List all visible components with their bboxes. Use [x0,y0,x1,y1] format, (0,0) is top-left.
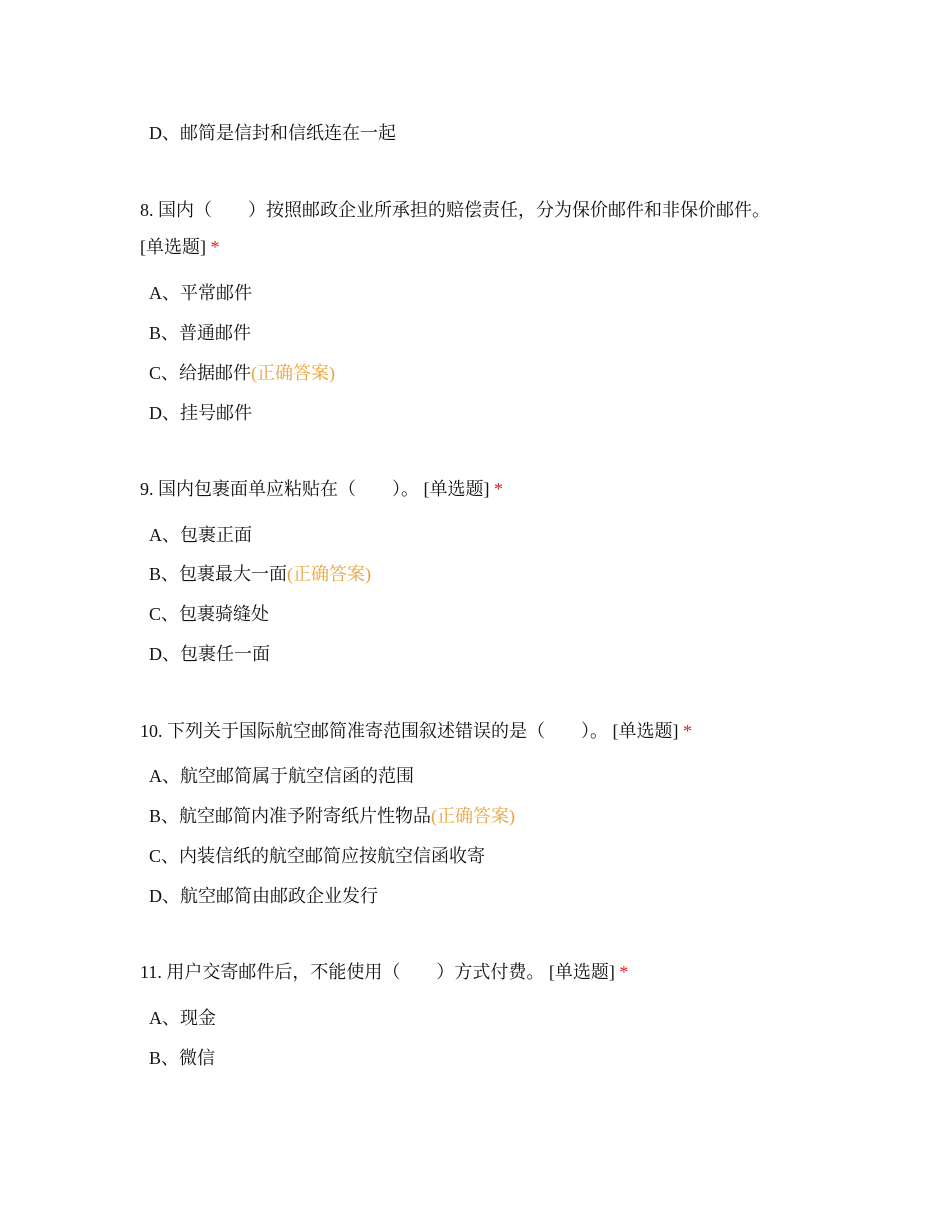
question-text: 11. 用户交寄邮件后，不能使用（ ）方式付费。 [140,962,545,982]
question-text: 10. 下列关于国际航空邮简准寄范围叙述错误的是（ ）。 [140,721,608,741]
question-8-title [140,198,770,222]
option-text: A、包裹正面 [149,525,252,545]
question-type-label: [单选题] [423,479,490,499]
correct-answer-badge: (正确答案) [287,564,372,584]
required-star: * [210,237,220,257]
question-11-option-b[interactable] [149,1046,215,1070]
question-text: 8. 国内（ ）按照邮政企业所承担的赔偿责任，分为保价邮件和非保价邮件。 [140,200,770,220]
option-text: A、航空邮简属于航空信函的范围 [149,766,414,786]
question-8-option-c[interactable] [149,361,335,385]
question-9-option-a[interactable] [149,523,252,547]
option-text: C、给据邮件 [149,363,252,383]
question-10-title [140,719,692,743]
question-9-option-c[interactable] [149,602,269,626]
question-8-option-d[interactable] [149,401,252,425]
option-text: B、微信 [149,1048,216,1068]
question-9-title [140,477,503,501]
option-text: B、包裹最大一面 [149,564,288,584]
question-9-option-d[interactable] [149,642,270,666]
question-8-meta [140,235,220,259]
option-text: C、包裹骑缝处 [149,604,270,624]
question-10-option-d[interactable] [149,884,378,908]
option-text: D、挂号邮件 [149,403,252,423]
option-text: C、内装信纸的航空邮简应按航空信函收寄 [149,846,486,866]
option-text: B、航空邮简内准予附寄纸片性物品 [149,806,432,826]
correct-answer-badge: (正确答案) [251,363,336,383]
question-11-option-a[interactable] [149,1006,216,1030]
required-star: * [494,479,503,499]
required-star: * [619,962,629,982]
question-8-option-a[interactable] [149,281,252,305]
correct-answer-badge: (正确答案) [431,806,516,826]
question-8-option-b[interactable] [149,321,251,345]
question-10-option-b[interactable] [149,804,515,828]
option-text: D、邮简是信封和信纸连在一起 [149,123,396,143]
option-text: B、普通邮件 [149,323,252,343]
question-10-option-c[interactable] [149,844,485,868]
option-text: D、航空邮简由邮政企业发行 [149,886,378,906]
question-10-option-a[interactable] [149,764,414,788]
question-type-label: [单选题] [140,237,206,257]
question-11-title [140,960,628,984]
option-d[interactable] [149,121,396,145]
question-text: 9. 国内包裹面单应粘贴在（ ）。 [140,479,419,499]
option-text: A、现金 [149,1008,216,1028]
required-star: * [683,721,692,741]
question-type-label: [单选题] [612,721,679,741]
option-text: A、平常邮件 [149,283,252,303]
question-type-label: [单选题] [548,962,615,982]
question-9-option-b[interactable] [149,562,371,586]
option-text: D、包裹任一面 [149,644,270,664]
